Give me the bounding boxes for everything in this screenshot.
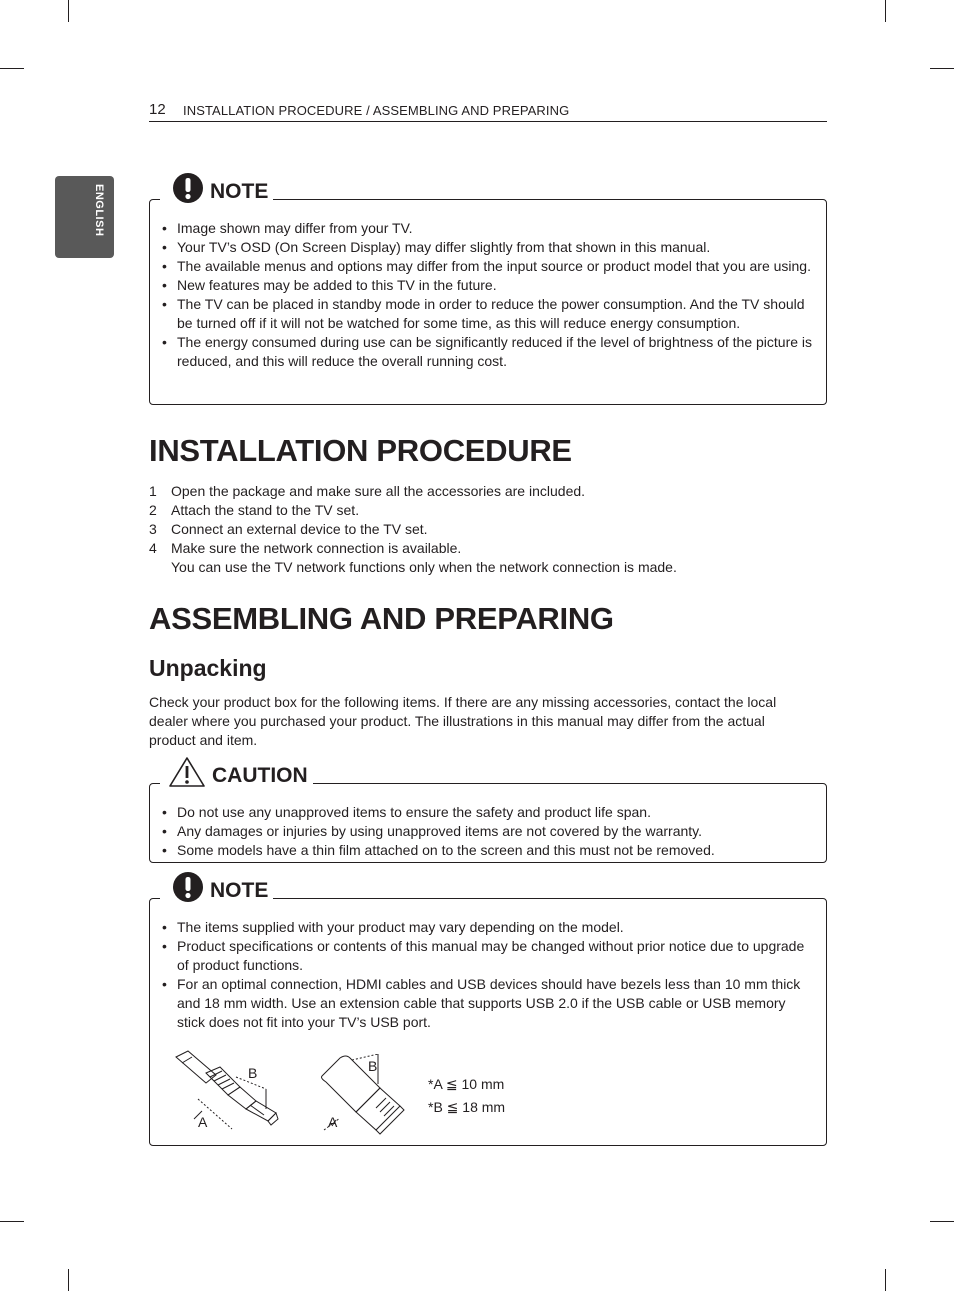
- list-item: • The energy consumed during use can be significantly reduced if the level of brightness of the picture is reduced, and this will reduce the overall running cost.: [162, 333, 816, 371]
- step-number: 4: [149, 540, 157, 556]
- step-text: Attach the stand to the TV set.: [171, 502, 360, 518]
- list-item: • The items supplied with your product may vary depending on the model.: [162, 918, 816, 937]
- language-tab-label: ENGLISH: [93, 184, 105, 237]
- hdmi-label-a: A: [198, 1114, 208, 1130]
- section-heading-assembling: ASSEMBLING AND PREPARING: [149, 601, 614, 636]
- page-header-title: INSTALLATION PROCEDURE / ASSEMBLING AND PREPARING: [183, 103, 570, 118]
- list-item: • Some models have a thin film attached on to the screen and this must not be removed.: [162, 841, 816, 860]
- note-list: [162, 219, 816, 371]
- list-item: • For an optimal connection, HDMI cables and USB devices should have bezels less than 10 mm thick and 18 mm width. Use an extension cable that supports USB 2.0 if the USB cable or USB memory stick does not fit into your TV’s USB port.: [162, 975, 816, 1032]
- list-item: • Your TV’s OSD (On Screen Display) may differ slightly from that shown in this manual.: [162, 238, 816, 257]
- hdmi-label-b: B: [248, 1065, 258, 1081]
- crop-mark: [0, 1221, 24, 1222]
- crop-mark: [930, 68, 954, 69]
- step-item: [149, 520, 829, 539]
- language-tab: [55, 176, 114, 258]
- crop-mark: [885, 0, 886, 22]
- step-text: Make sure the network connection is available.: [171, 540, 462, 556]
- crop-mark: [930, 1221, 954, 1222]
- crop-mark: [0, 68, 24, 69]
- warning-icon: [168, 756, 206, 788]
- measure-b: *B ≦ 18 mm: [428, 1099, 506, 1115]
- step-item: [149, 482, 829, 501]
- caution-title: CAUTION: [212, 764, 308, 787]
- crop-mark: [68, 0, 69, 22]
- crop-mark: [68, 1269, 69, 1291]
- step-number: 2: [149, 502, 157, 518]
- step-number: 1: [149, 483, 157, 499]
- list-item: • The TV can be placed in standby mode in order to reduce the power consumption. And the TV should be turned off if it will not be watched for some time, as this will reduce energy consumption.: [162, 295, 816, 333]
- hdmi-connector-illustration: [172, 1049, 292, 1139]
- installation-steps: [149, 482, 829, 577]
- note-box: [149, 180, 827, 405]
- list-item: • Any damages or injuries by using unapproved items are not covered by the warranty.: [162, 822, 816, 841]
- note-title: NOTE: [210, 180, 269, 203]
- list-item: • Do not use any unapproved items to ensure the safety and product life span.: [162, 803, 816, 822]
- section-heading-installation: INSTALLATION PROCEDURE: [149, 433, 572, 468]
- note-box: [149, 879, 827, 1146]
- step-item: [149, 539, 829, 577]
- note-header: [160, 174, 273, 204]
- usb-label-a: A: [328, 1114, 338, 1130]
- list-item: • Image shown may differ from your TV.: [162, 219, 816, 238]
- unpacking-paragraph: Check your product box for the following items. If there are any missing accessories, contact the local dealer where you purchased your product. The illustrations in this manual may differ from the actual product and item.: [149, 694, 777, 748]
- exclamation-icon: [172, 172, 204, 204]
- note-title: NOTE: [210, 879, 269, 902]
- caution-header: [160, 758, 313, 788]
- list-item: • Product specifications or contents of this manual may be changed without prior notice due to upgrade of product functions.: [162, 937, 816, 975]
- usb-label-b: B: [368, 1058, 378, 1074]
- note-header: [160, 873, 273, 903]
- step-text: Open the package and make sure all the accessories are included.: [171, 483, 586, 499]
- page-header: [149, 101, 827, 122]
- measure-a: *A ≦ 10 mm: [428, 1076, 505, 1092]
- note-list: [162, 918, 816, 1032]
- list-item: • New features may be added to this TV in the future.: [162, 276, 816, 295]
- list-item: • The available menus and options may differ from the input source or product model that you are using.: [162, 257, 816, 276]
- subheading-unpacking: Unpacking: [149, 655, 267, 681]
- step-text-continued: You can use the TV network functions only when the network connection is made.: [171, 559, 677, 575]
- step-text: Connect an external device to the TV set.: [171, 521, 428, 537]
- step-item: [149, 501, 829, 520]
- step-number: 3: [149, 521, 157, 537]
- crop-mark: [885, 1269, 886, 1291]
- exclamation-icon: [172, 871, 204, 903]
- caution-box: [149, 764, 827, 863]
- caution-list: [162, 803, 816, 860]
- page-number: 12: [149, 101, 166, 118]
